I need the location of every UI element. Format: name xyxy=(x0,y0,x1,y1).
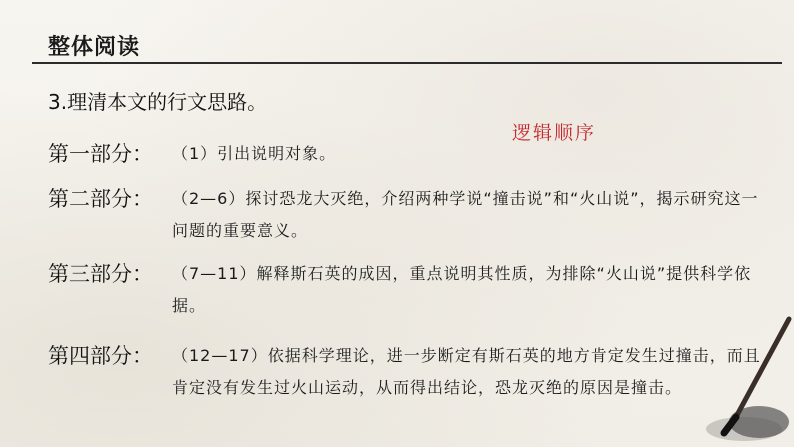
part-3-text: （7—11）解释斯石英的成因，重点说明其性质，为排除“火山说”提供科学依据。 xyxy=(172,264,752,315)
ink-brush-decoration xyxy=(664,307,794,447)
title-divider xyxy=(32,62,782,64)
part-2-text: （2—6）探讨恐龙大灭绝，介绍两种学说“撞击说”和“火山说”，揭示研究这一问题的重要意义。 xyxy=(172,189,759,240)
part-2-label: 第二部分： xyxy=(48,187,153,211)
part-3-label: 第三部分： xyxy=(48,262,153,286)
part-4-text: （12—17）依据科学理论，进一步断定有斯石英的地方肯定发生过撞击，而且肯定没有发生过火山运动，从而得出结论，恐龙灭绝的原因是撞击。 xyxy=(172,346,761,397)
red-annotation: 逻辑顺序 xyxy=(512,122,597,144)
question-text: 3.理清本文的行文思路。 xyxy=(48,90,268,114)
section-title: 整体阅读 xyxy=(48,35,141,60)
part-4-label: 第四部分： xyxy=(48,344,153,368)
part-1-text: （1）引出说明对象。 xyxy=(172,144,337,163)
part-1-label: 第一部分： xyxy=(48,142,153,166)
